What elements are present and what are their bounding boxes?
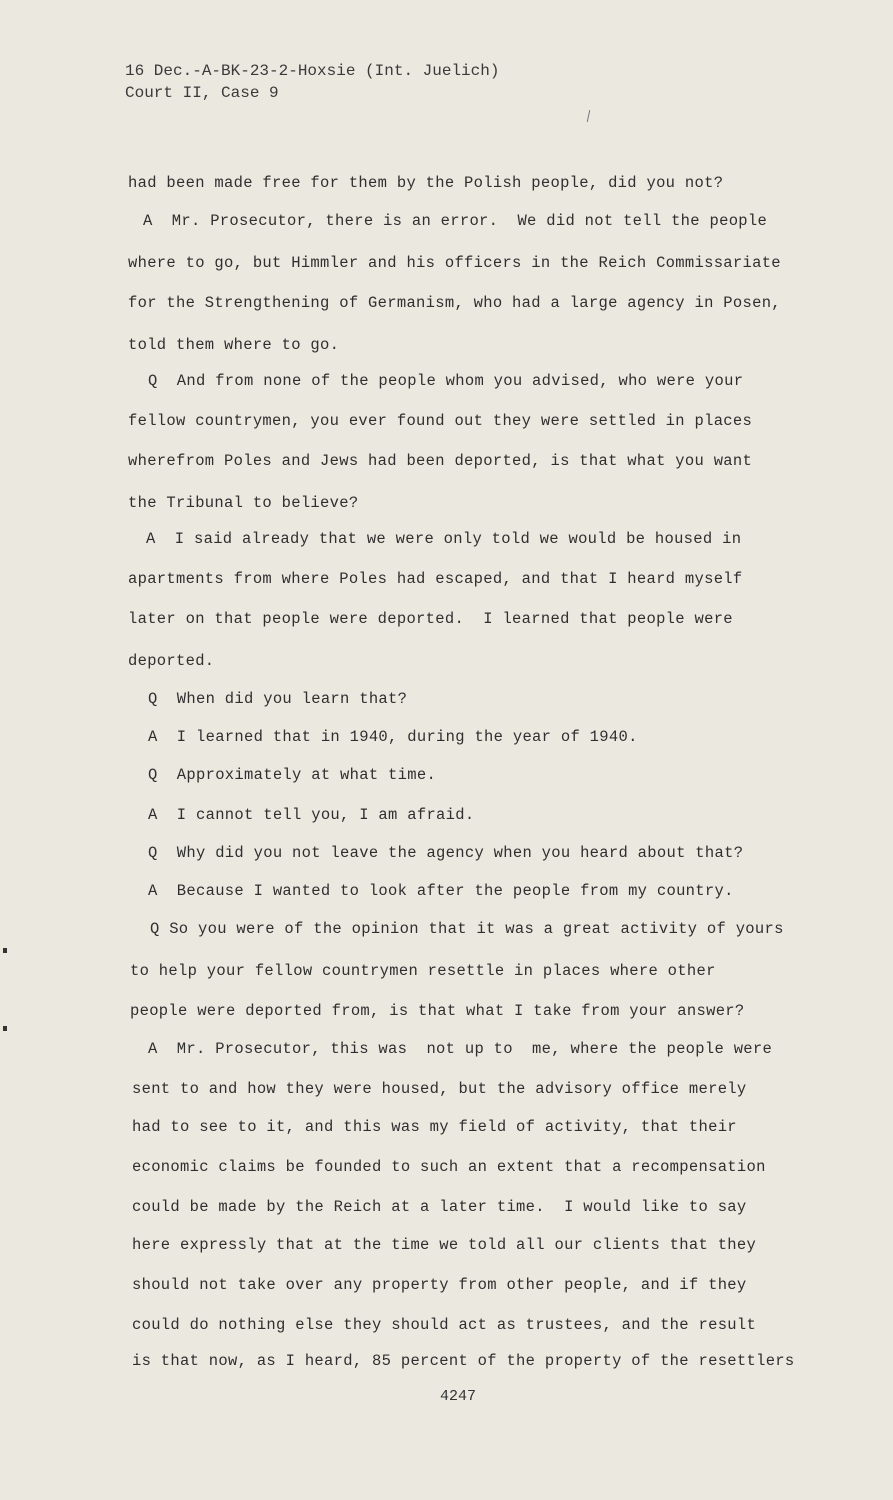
transcript-line: for the Strengthening of Germanism, who had a large agency in Posen, xyxy=(128,294,781,312)
transcript-line: A I cannot tell you, I am afraid. xyxy=(148,806,475,824)
transcript-line: A I said already that we were only told we would be housed in xyxy=(146,530,742,548)
transcript-line: later on that people were deported. I learned that people were xyxy=(128,610,733,628)
transcript-line: to help your fellow countrymen resettle in places where other xyxy=(130,962,716,980)
transcript-line: fellow countrymen, you ever found out they were settled in places xyxy=(128,412,753,430)
transcript-line: A I learned that in 1940, during the year of 1940. xyxy=(148,728,638,746)
binding-hole-mark xyxy=(3,1026,7,1031)
transcript-line: wherefrom Poles and Jews had been deported, is that what you want xyxy=(128,452,753,470)
transcript-line: sent to and how they were housed, but the advisory office merely xyxy=(132,1080,747,1098)
transcript-line: Q So you were of the opinion that it was a great activity of yours xyxy=(150,920,784,938)
header-court-case: Court II, Case 9 xyxy=(125,84,279,102)
document-header xyxy=(125,60,499,104)
transcript-line: could be made by the Reich at a later time. I would like to say xyxy=(132,1198,747,1216)
binding-hole-mark xyxy=(3,948,7,953)
transcript-line: had been made free for them by the Polish people, did you not? xyxy=(128,174,724,192)
transcript-line: Q When did you learn that? xyxy=(148,690,408,708)
transcript-line: told them where to go. xyxy=(128,336,340,354)
pen-mark xyxy=(587,110,590,122)
transcript-line: had to see to it, and this was my field of activity, that their xyxy=(132,1118,737,1136)
transcript-line: could do nothing else they should act as trustees, and the result xyxy=(132,1316,757,1334)
transcript-line: here expressly that at the time we told all our clients that they xyxy=(132,1236,757,1254)
transcript-line: economic claims be founded to such an extent that a recompensation xyxy=(132,1158,766,1176)
page-number: 4247 xyxy=(440,1388,477,1405)
header-case-reference: 16 Dec.-A-BK-23-2-Hoxsie (Int. Juelich) xyxy=(125,62,500,80)
transcript-line: people were deported from, is that what I take from your answer? xyxy=(130,1002,745,1020)
transcript-line: Q Why did you not leave the agency when you heard about that? xyxy=(148,844,744,862)
transcript-line: apartments from where Poles had escaped, and that I heard myself xyxy=(128,570,743,588)
transcript-line: Q Approximately at what time. xyxy=(148,766,437,784)
transcript-line: where to go, but Himmler and his officers in the Reich Commissariate xyxy=(128,254,781,272)
transcript-line: the Tribunal to believe? xyxy=(128,494,359,512)
transcript-line: A Because I wanted to look after the people from my country. xyxy=(148,882,734,900)
transcript-line: Q And from none of the people whom you advised, who were your xyxy=(148,372,744,390)
transcript-line: A Mr. Prosecutor, this was not up to me, where the people were xyxy=(148,1040,773,1058)
transcript-line: should not take over any property from other people, and if they xyxy=(132,1276,747,1294)
transcript-line: deported. xyxy=(128,652,215,670)
transcript-line: A Mr. Prosecutor, there is an error. We did not tell the people xyxy=(143,212,768,230)
transcript-line: is that now, as I heard, 85 percent of the property of the resettlers xyxy=(132,1352,795,1370)
